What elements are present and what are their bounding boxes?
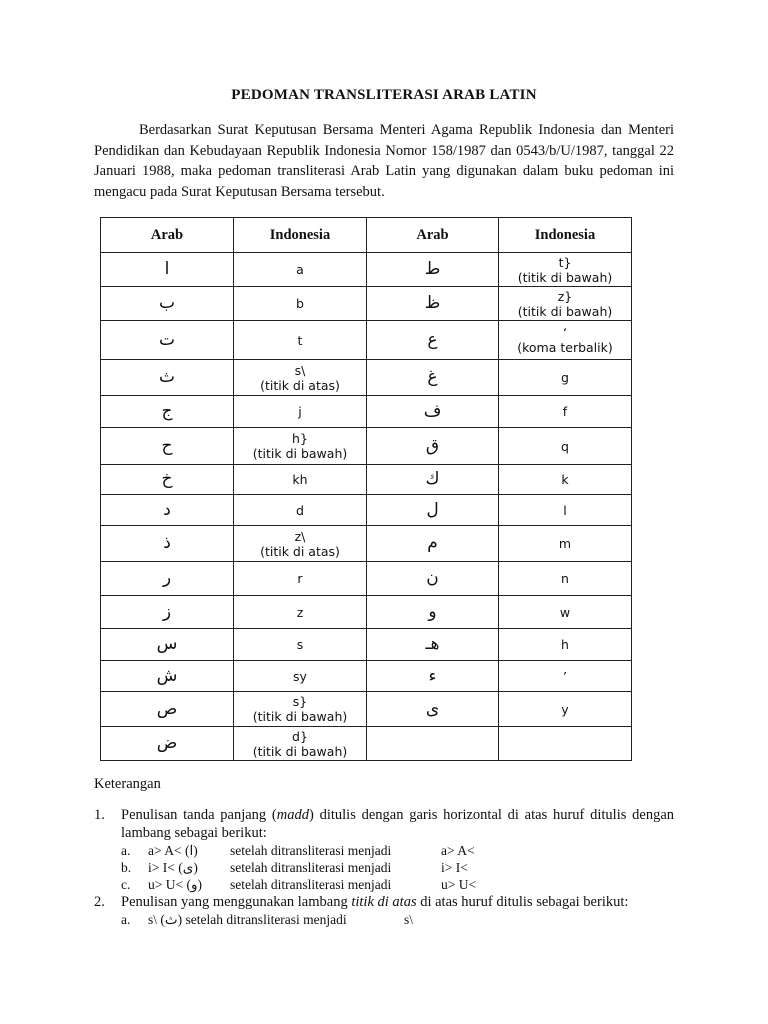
- table-row: [101, 321, 632, 360]
- table-row: [101, 428, 632, 465]
- cell-value: j: [298, 404, 302, 419]
- latin-equivalent-cell: [499, 596, 632, 629]
- cell-value: s\: [294, 362, 306, 378]
- cell-value: م: [427, 533, 438, 553]
- table-row: [101, 727, 632, 761]
- arab-letter-cell: [367, 661, 499, 692]
- cell-value: y: [561, 701, 569, 717]
- table-row: [101, 526, 632, 562]
- latin-equivalent-cell: [499, 253, 632, 287]
- arab-letter-cell: [367, 526, 499, 562]
- latin-equivalent-cell: [499, 360, 632, 396]
- header-indonesia-1: Indonesia: [234, 218, 367, 253]
- cell-value: ب: [158, 293, 175, 313]
- cell-value: ’: [563, 668, 567, 684]
- cell-value: ل: [426, 499, 439, 520]
- table-row: [101, 596, 632, 629]
- cell-value: kh: [292, 472, 308, 487]
- table-row: [101, 396, 632, 428]
- subitem-source: a> A< (ا): [148, 843, 198, 858]
- cell-value: ا: [164, 259, 170, 279]
- latin-equivalent-cell: [234, 596, 367, 629]
- latin-equivalent-cell: [234, 495, 367, 526]
- arab-letter-cell: [101, 526, 234, 562]
- cell-value: ن: [426, 568, 439, 588]
- arab-letter-cell: [101, 287, 234, 321]
- latin-equivalent-cell: [234, 692, 367, 727]
- subitem-source: u> U< (و): [148, 877, 203, 892]
- latin-equivalent-cell: [234, 526, 367, 562]
- intro-paragraph: Berdasarkan Surat Keputusan Bersama Menteri Agama Republik Indonesia dan Menteri Pendidikan dan Kebudayaan Republik Indonesia Nomor 158/1987 dan 0543/b/U/1987, tanggal 22 Januari 1988, maka pedoman transliterasi Arab Latin yang digunakan dalam buku pedoman ini mengacu pada Surat Keputusan Bersama tersebut.: [94, 122, 674, 200]
- cell-value: sy: [293, 668, 307, 684]
- table-row: [101, 495, 632, 526]
- cell-value: و: [428, 601, 437, 622]
- cell-value: ر: [162, 568, 172, 588]
- table-row: [101, 287, 632, 321]
- cell-value: s}: [292, 694, 308, 709]
- cell-value: ز: [162, 601, 172, 622]
- cell-value: t}: [558, 254, 572, 270]
- latin-equivalent-cell: [499, 396, 632, 428]
- cell-value: ذ: [163, 533, 171, 553]
- page-title: PEDOMAN TRANSLITERASI ARAB LATIN: [231, 87, 537, 103]
- latin-equivalent-cell: [234, 727, 367, 761]
- table-row: [101, 253, 632, 287]
- cell-value: z\: [294, 528, 306, 544]
- latin-equivalent-cell: [234, 562, 367, 596]
- cell-value: ت: [158, 329, 175, 350]
- arab-letter-cell: [101, 428, 234, 465]
- arab-letter-cell: [367, 727, 499, 761]
- transliteration-table: [100, 217, 632, 761]
- table-row: [101, 562, 632, 596]
- note-item: [94, 893, 674, 928]
- cell-note: (titik di bawah): [252, 743, 348, 759]
- cell-value: غ: [427, 367, 438, 387]
- cell-value: ف: [423, 401, 442, 421]
- cell-value: ص: [156, 698, 178, 719]
- latin-equivalent-cell: [499, 692, 632, 727]
- cell-value: s: [296, 637, 304, 652]
- cell-value: ء: [428, 665, 437, 686]
- arab-letter-cell: [367, 495, 499, 526]
- cell-value: ع: [427, 329, 438, 350]
- note-subitem: c. u> U< (و) setelah ditransliterasi menjadi u> U<: [121, 877, 477, 892]
- latin-equivalent-cell: [499, 287, 632, 321]
- cell-value: ط: [424, 259, 441, 279]
- cell-value: f: [562, 404, 568, 419]
- cell-value: ش: [156, 665, 178, 686]
- arab-letter-cell: [101, 495, 234, 526]
- cell-value: g: [561, 370, 569, 385]
- cell-value: ق: [425, 435, 440, 456]
- table-header-row: [101, 218, 632, 253]
- note-number: 1.: [94, 807, 105, 823]
- header-indonesia-2: Indonesia: [499, 218, 632, 253]
- table-row: [101, 629, 632, 661]
- cell-note: (koma terbalik): [517, 340, 613, 355]
- cell-value: س: [156, 634, 178, 654]
- cell-value: n: [561, 571, 569, 586]
- cell-value: d}: [292, 728, 308, 744]
- arab-letter-cell: [367, 360, 499, 396]
- latin-equivalent-cell: [499, 629, 632, 661]
- cell-note: (titik di bawah): [252, 709, 348, 724]
- cell-value: l: [563, 502, 567, 518]
- latin-equivalent-cell: [234, 287, 367, 321]
- arab-letter-cell: [101, 692, 234, 727]
- cell-value: d: [296, 502, 304, 518]
- notes-list: [94, 806, 674, 928]
- cell-value: w: [559, 604, 571, 620]
- cell-value: ظ: [424, 293, 441, 313]
- latin-equivalent-cell: [234, 465, 367, 495]
- cell-note: (titik di bawah): [517, 303, 613, 319]
- table-row: [101, 465, 632, 495]
- note-subitem: a. a> A< (ا) setelah ditransliterasi menjadi a> A<: [121, 843, 475, 858]
- cell-note: (titik di bawah): [517, 269, 613, 285]
- cell-value: b: [296, 296, 304, 311]
- cell-value: ج: [161, 401, 173, 421]
- latin-equivalent-cell: [499, 465, 632, 495]
- keterangan-heading: Keterangan: [94, 776, 161, 792]
- latin-equivalent-cell: [234, 253, 367, 287]
- latin-equivalent-cell: [234, 360, 367, 396]
- latin-equivalent-cell: [499, 428, 632, 465]
- note-item: [94, 806, 674, 893]
- cell-value: k: [561, 472, 569, 487]
- cell-value: r: [297, 571, 303, 586]
- cell-value: t: [297, 332, 303, 348]
- note-text: Penulisan yang menggunakan lambang titik di atas di atas huruf ditulis sebagai berikut:: [121, 894, 629, 910]
- latin-equivalent-cell: [234, 321, 367, 360]
- cell-value: z}: [557, 288, 573, 304]
- arab-letter-cell: [101, 727, 234, 761]
- arab-letter-cell: [101, 465, 234, 495]
- arab-letter-cell: [367, 596, 499, 629]
- cell-value: m: [558, 536, 572, 551]
- note-subitem: a. s\ (ث) setelah ditransliterasi menjadi s\: [121, 912, 414, 927]
- arab-letter-cell: [367, 321, 499, 360]
- cell-value: ك: [425, 469, 440, 489]
- note-text: Penulisan tanda panjang (madd) ditulis dengan garis horizontal di atas huruf ditulis dengan lambang sebagai berikut:: [121, 807, 675, 841]
- subitem-source: s\ (ث) setelah ditransliterasi menjadi: [148, 912, 347, 927]
- cell-value: h}: [292, 431, 308, 446]
- cell-value: a: [296, 262, 304, 277]
- arab-letter-cell: [367, 396, 499, 428]
- arab-letter-cell: [367, 428, 499, 465]
- latin-equivalent-cell: [499, 727, 632, 761]
- arab-letter-cell: [367, 253, 499, 287]
- cell-value: z: [296, 604, 304, 620]
- arab-letter-cell: [367, 629, 499, 661]
- cell-value: q: [561, 438, 569, 454]
- latin-equivalent-cell: [499, 495, 632, 526]
- arab-letter-cell: [101, 360, 234, 396]
- header-arab-1: Arab: [101, 218, 234, 253]
- cell-value: ‘: [563, 325, 567, 340]
- cell-value: ى: [425, 698, 440, 719]
- note-subitem: b. i> I< (ى) setelah ditransliterasi menjadi i> I<: [121, 860, 468, 875]
- latin-equivalent-cell: [499, 661, 632, 692]
- cell-value: هـ: [425, 634, 440, 654]
- cell-note: (titik di bawah): [252, 446, 348, 461]
- arab-letter-cell: [367, 562, 499, 596]
- table-row: [101, 692, 632, 727]
- cell-value: د: [163, 499, 171, 520]
- subitem-letter: a.: [121, 912, 131, 927]
- arab-letter-cell: [367, 465, 499, 495]
- subitem-source: i> I< (ى): [148, 860, 198, 875]
- latin-equivalent-cell: [234, 661, 367, 692]
- note-number: 2.: [94, 894, 105, 910]
- cell-value: ح: [161, 435, 173, 456]
- subitem-letter: b.: [121, 860, 132, 875]
- cell-value: h: [561, 637, 569, 652]
- cell-note: (titik di atas): [260, 543, 340, 559]
- latin-equivalent-cell: [234, 396, 367, 428]
- arab-letter-cell: [101, 253, 234, 287]
- latin-equivalent-cell: [234, 629, 367, 661]
- arab-letter-cell: [101, 562, 234, 596]
- table-row: [101, 360, 632, 396]
- cell-note: (titik di atas): [260, 377, 340, 393]
- arab-letter-cell: [367, 287, 499, 321]
- cell-value: ض: [156, 733, 178, 753]
- cell-value: خ: [161, 469, 173, 489]
- cell-value: ث: [158, 367, 175, 387]
- subitem-letter: c.: [121, 877, 131, 892]
- latin-equivalent-cell: [499, 562, 632, 596]
- arab-letter-cell: [101, 629, 234, 661]
- table-row: [101, 661, 632, 692]
- arab-letter-cell: [101, 396, 234, 428]
- latin-equivalent-cell: [234, 428, 367, 465]
- arab-letter-cell: [101, 321, 234, 360]
- arab-letter-cell: [101, 661, 234, 692]
- arab-letter-cell: [101, 596, 234, 629]
- header-arab-2: Arab: [367, 218, 499, 253]
- subitem-letter: a.: [121, 843, 131, 858]
- arab-letter-cell: [367, 692, 499, 727]
- latin-equivalent-cell: [499, 321, 632, 360]
- latin-equivalent-cell: [499, 526, 632, 562]
